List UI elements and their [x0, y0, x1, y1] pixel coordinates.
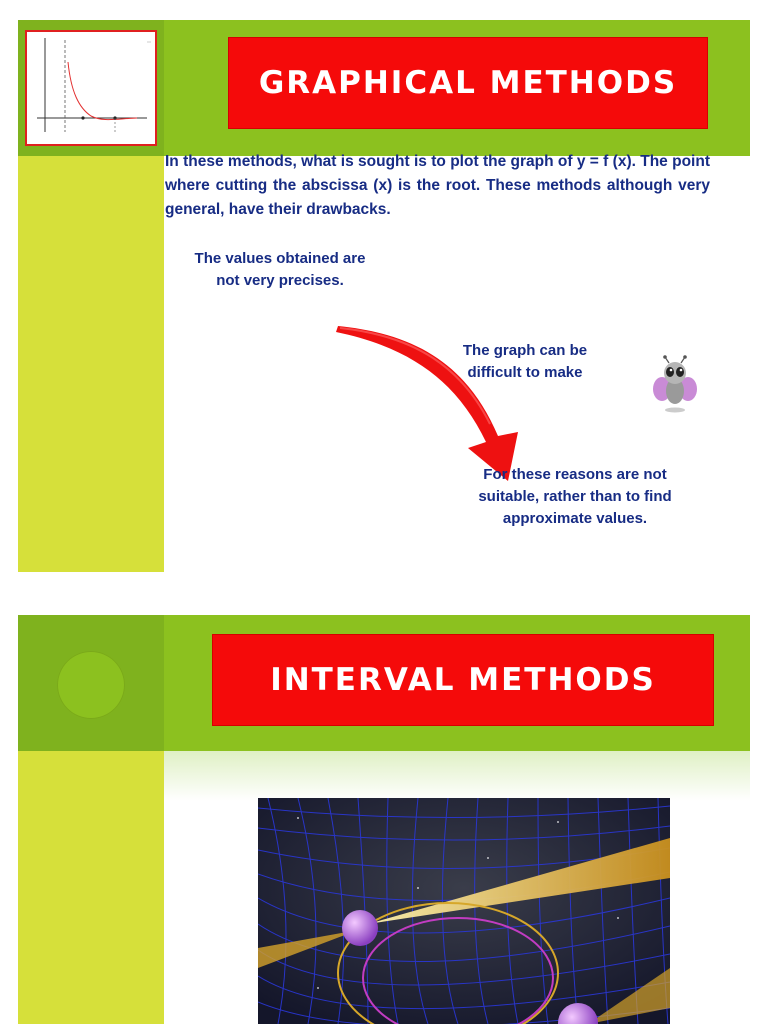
slide-interval-methods: [18, 615, 750, 1024]
slide-title: GRAPHICAL METHODS: [229, 38, 707, 128]
function-graph-thumbnail-icon: [25, 30, 157, 146]
butterfly-bug-mascot-icon: [652, 355, 698, 413]
body-gradient: [164, 751, 750, 801]
drawback-note-difficulty: The graph can be difficult to make: [462, 342, 588, 381]
curved-arrow-icon: [318, 296, 538, 486]
intro-paragraph: In these methods, what is sought is to plot the graph of y = f (x). The point where cutting the abscissa (x) is the root. These methods although very general, have their drawbacks.: [165, 153, 710, 218]
spacetime-grid-illustration-icon: [258, 798, 670, 1024]
drawback-note-precision: The values obtained are not very precises.: [194, 250, 366, 289]
sidebar-column: [18, 751, 164, 1024]
slide-title: INTERVAL METHODS: [213, 635, 713, 725]
sidebar-column: [18, 156, 164, 572]
conclusion-note: For these reasons are not suitable, rather than to find approximate values.: [478, 466, 672, 527]
circle-decoration-icon: [57, 651, 125, 719]
